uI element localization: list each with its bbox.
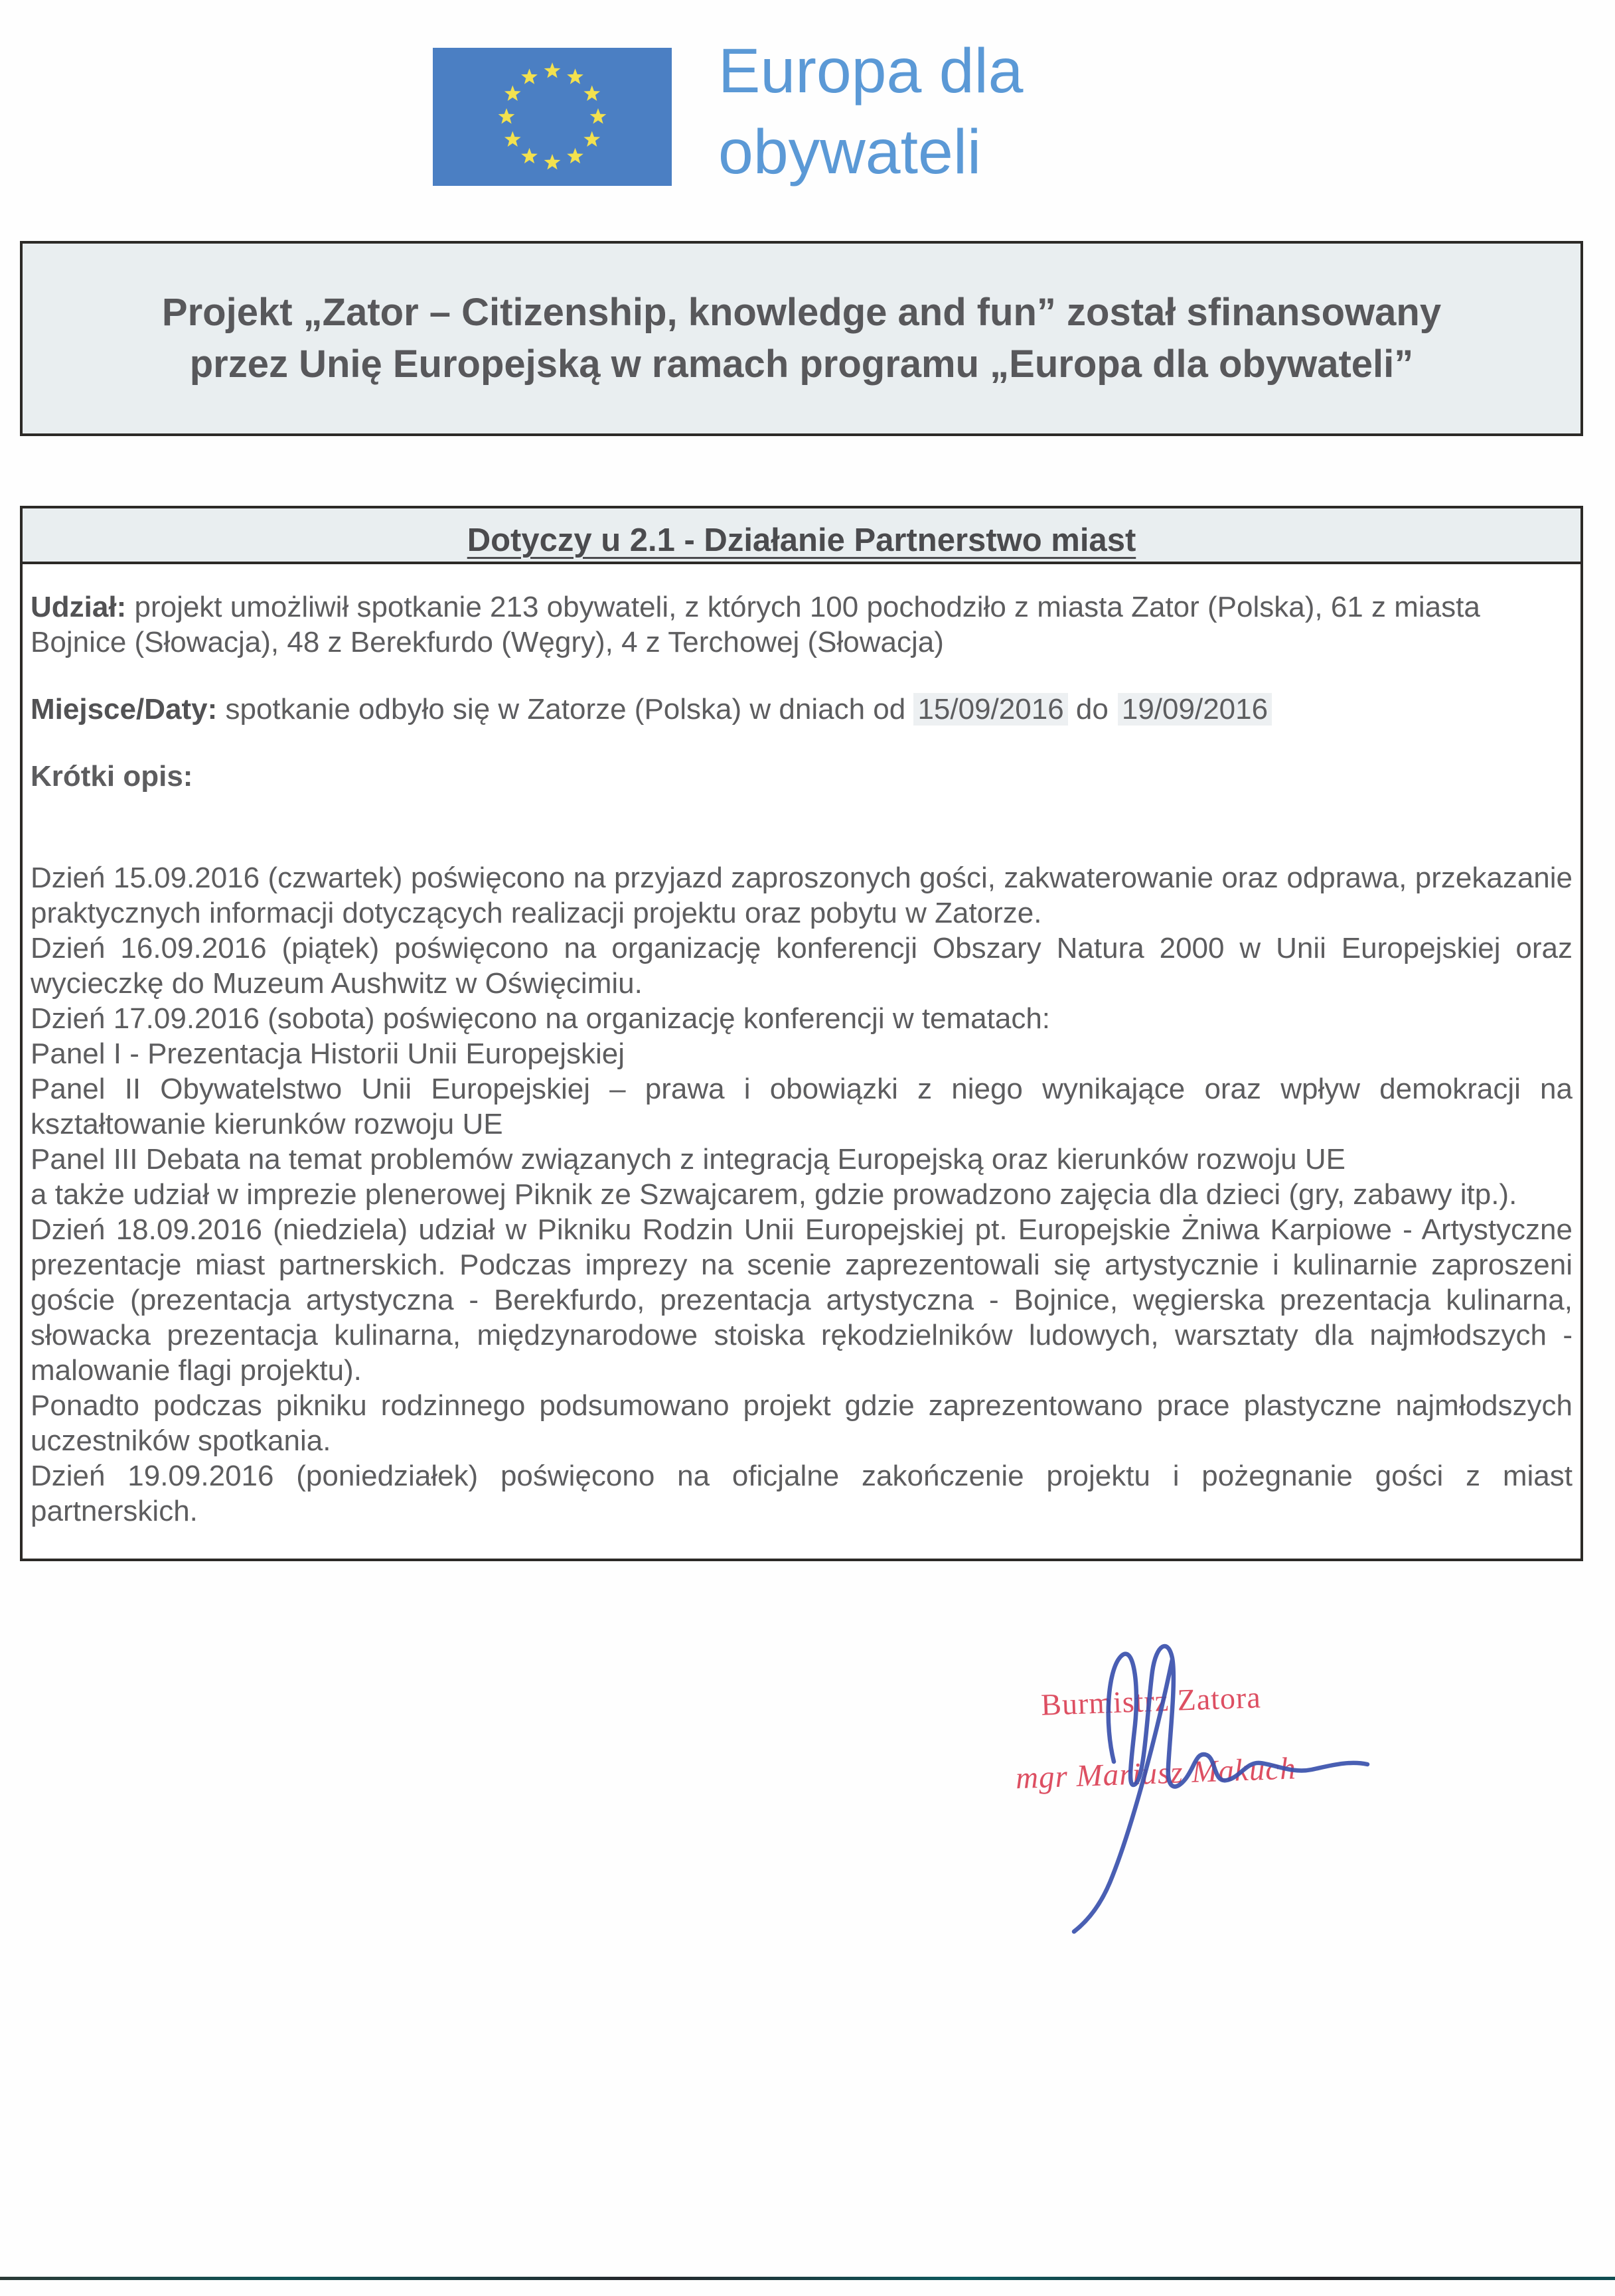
description-paragraph: Dzień 15.09.2016 (czwartek) poświęcono na przyjazd zaproszonych gości, zakwaterowanie oraz odprawa, przekazanie praktycznych informacji dotyczących realizacji projektu oraz pobytu w Zatorze. [31,862,1573,929]
date-to: 19/09/2016 [1118,693,1272,726]
participation-text: projekt umożliwił spotkanie 213 obywateli, z których 100 pochodziło z miasta Zator (Polska), 61 z miasta Bojnice (Słowacja), 48 z Berekfurdo (Węgry), 4 z Terchowej (Słowacja) [31,591,1480,658]
funding-statement-box [20,241,1583,436]
description-paragraph: Dzień 19.09.2016 (poniedziałek) poświęcono na oficjalne zakończenie projektu i pożegnanie gości z miast partnerskich. [31,1460,1573,1527]
signature-tail-stroke [1074,1659,1172,1932]
funding-statement-line1: Projekt „Zator – Citizenship, knowledge and fun” został sfinansowany [161,291,1442,334]
description-paragraph: Panel II Obywatelstwo Unii Europejskiej – prawa i obowiązki z niego wynikające oraz wpływ demokracji na kształtowanie kierunków rozwoju UE [31,1073,1573,1140]
venue-dates-paragraph [31,692,1573,727]
date-from: 15/09/2016 [913,693,1067,726]
description-paragraph: Dzień 16.09.2016 (piątek) poświęcono na organizację konferencji Obszary Natura 2000 w Unii Europejskiej oraz wycieczkę do Muzeum Aushwitz w Oświęcimiu. [31,932,1573,1000]
description-paragraph: Ponadto podczas pikniku rodzinnego podsumowano projekt gdzie zaprezentowano prace plastyczne najmłodszych uczestników spotkania. [31,1389,1573,1457]
venue-dates-text: spotkanie odbyło się w Zatorze (Polska) w dniach od [225,693,906,726]
report-header-title: Dotyczy u 2.1 - Działanie Partnerstwo miast [467,522,1136,558]
report-box [20,506,1583,1561]
report-body [23,564,1580,1529]
description-paragraph: Panel I - Prezentacja Historii Unii Europejskiej [31,1037,625,1070]
participation-label: Udział: [31,591,127,623]
description-block [31,860,1573,1529]
handwritten-signature-ink [1036,1632,1407,1950]
stamp-title: Burmistrz Zatora [1040,1680,1262,1722]
eu-programme-logo [433,48,672,186]
participation-paragraph [31,589,1573,660]
scan-edge-line [0,2277,1615,2280]
description-paragraph: Panel III Debata na temat problemów związanych z integracją Europejską oraz kierunków rozwoju UE [31,1143,1346,1176]
programme-wordmark-line1: Europa dla [718,36,1024,106]
report-header [23,508,1580,564]
stamp-name: mgr Mariusz Makuch [1015,1751,1297,1796]
description-paragraph: a także udział w imprezie plenerowej Piknik ze Szwajcarem, gdzie prowadzono zajęcia dla dzieci (gry, zabawy itp.). [31,1178,1517,1211]
programme-wordmark [718,31,1024,192]
venue-dates-label: Miejsce/Daty: [31,693,218,726]
date-conjunction: do [1075,693,1109,726]
programme-wordmark-line2: obywateli [718,117,982,187]
short-description-label: Krótki opis: [31,760,193,793]
eu-flag-icon [433,48,672,186]
description-paragraph: Dzień 18.09.2016 (niedziela) udział w Pikniku Rodzin Unii Europejskiej pt. Europejskie Żniwa Karpiowe - Artystyczne prezentacje miast partnerskich. Podczas imprezy na scenie zaprezentowali się artystycznie i kulinarnie zaproszeni goście (prezentacja artystyczna - Berekfurdo, prezentacja artystyczna - Bojnice, węgierska prezentacja kulinarna, słowacka prezentacja kulinarna, międzynarodowe stoiska rękodzielników ludowych, warsztaty dla najmłodszych - malowanie flagi projektu). [31,1213,1573,1387]
funding-statement-line2: przez Unię Europejską w ramach programu „Europa dla obywateli” [189,343,1414,386]
description-paragraph: Dzień 17.09.2016 (sobota) poświęcono na organizację konferencji w tematach: [31,1002,1051,1035]
